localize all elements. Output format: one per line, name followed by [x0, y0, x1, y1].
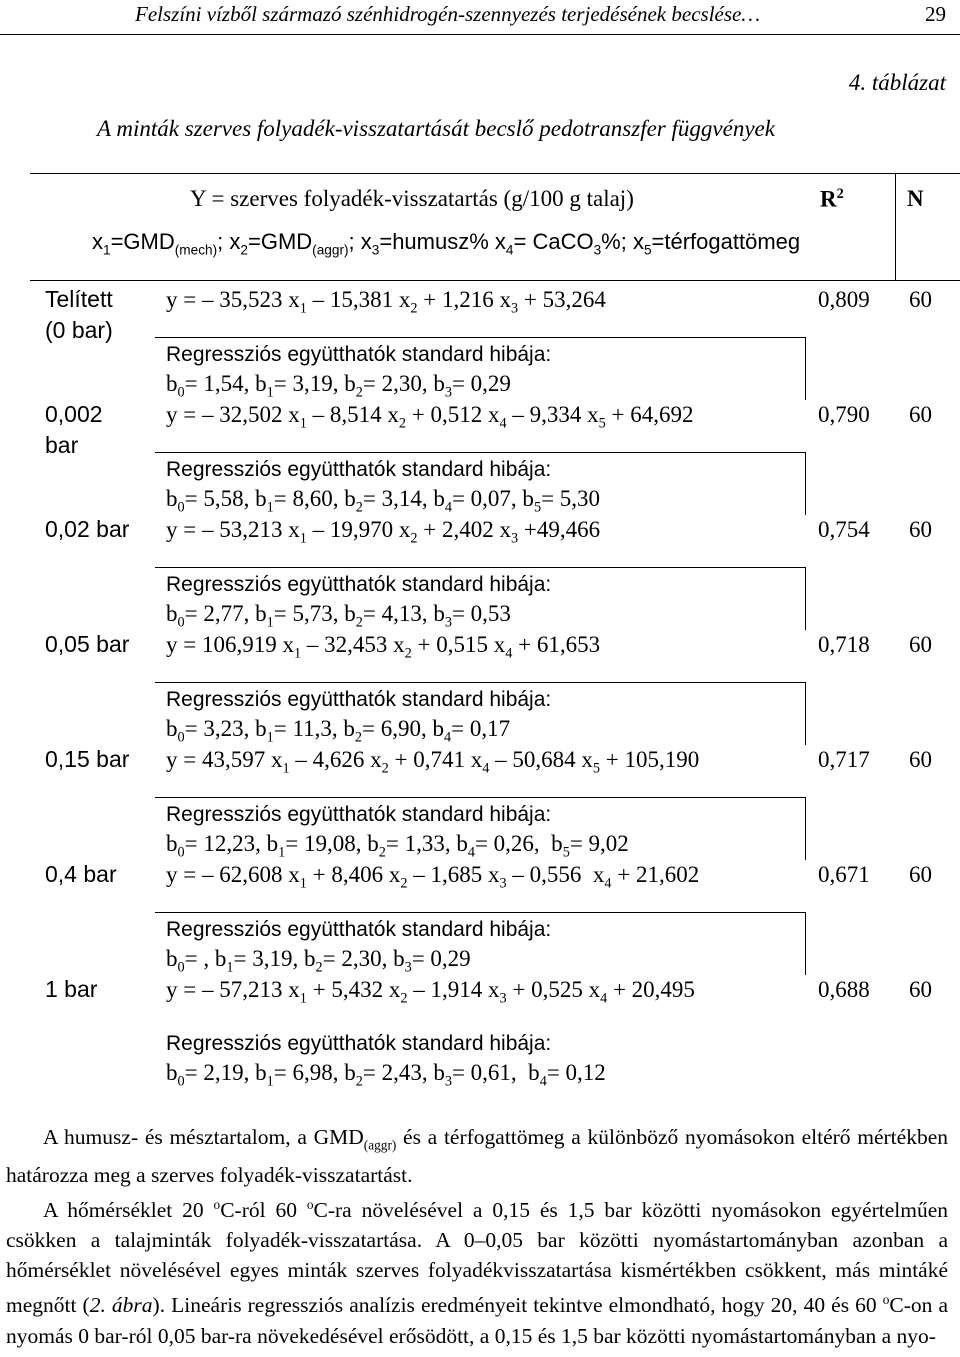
paragraph: A humusz- és mésztartalom, a $GMD_{(aggr)}$ és a térfogattömeg a különböző nyomásokon eltérő mértékben határozza meg a szerves folyadék-visszatartást. [6, 1125, 948, 1188]
regression-equation: y = – 62,608 $x_1 + 8,406$ $x_2 - 1,685$ $x_3 - 0,556$ $x_4 + 21,602$ [166, 862, 700, 892]
table-caption: A minták szerves folyadék-visszatartását becslő pedotranszfer függvények [97, 116, 775, 141]
column-separator [895, 174, 896, 280]
row-label: Telített (0 bar) [45, 286, 113, 343]
regression-equation: y = – 32,502 $x_1 - 8,514$ $x_2 + 0,512$ $x_4 - 9,334$ $x_5 + 64,692$ [166, 402, 694, 432]
se-values: $b_0= 5,58$, $b_1= 8,60$, $b_2= 3,14$, $b_4= 0,07$, $b_5= 5,30$ [166, 486, 601, 516]
se-values: $b_0= 1,54$, $b_1= 3,19$, $b_2= 2,30$, $b_3= 0,29$ [166, 371, 511, 401]
standard-error-block [155, 797, 806, 860]
se-label: Regressziós együtthatók standard hibája: [166, 573, 552, 596]
n-value: 60 [909, 517, 932, 542]
page-number: 29 [925, 2, 946, 26]
row-label: 0,15 bar [45, 746, 130, 772]
running-title: Felszíni vízből származó szénhidrogén-szennyezés terjedésének becslése… [135, 2, 761, 26]
r2-value: 0,718 [818, 632, 870, 657]
n-header: N [907, 186, 924, 211]
r2-value: 0,809 [818, 287, 870, 312]
row-label: 0,4 bar [45, 861, 117, 887]
y-definition: Y = szerves folyadék-visszatartás (g/100 g talaj) [190, 186, 634, 211]
regression-equation: y = – 57,213 $x_1 + 5,432$ $x_2 - 1,914$ $x_3 + 0,525$ $x_4 + 20,495$ [166, 977, 695, 1007]
row-label: 0,02 bar [45, 516, 130, 542]
se-label: Regressziós együtthatók standard hibája: [166, 343, 552, 366]
paragraph: A hőmérséklet 20 $^o$C-ról 60 $^o$C-ra növelésével a 0,15 és 1,5 bar közötti nyomásokon egyértelműen csökken a talajminták folyadék-visszatartása. A 0–0,05 bar közötti nyomástartományban azonban a hőmérséklet növelésével egyes minták szerves folyadékvisszatartása kismértékben csökkent, más mintáké megnőtt (2. ábra). Lineáris regressziós analízis eredményeit tekintve elmondható, hogy 20, 40 és 60 $^o$C-on a nyomás 0 bar-ról 0,05 bar-ra növekedésével erősödött, a 0,15 és 1,5 bar közötti nyomástartományban a nyo- [6, 1197, 949, 1348]
se-values: $b_0= 2,19$, $b_1= 6,98$, $b_2= 2,43$, $b_3= 0,61$, $b_4= 0,12$ [166, 1060, 606, 1090]
se-values: $b_0= 12,23$, $b_1= 19,08$, $b_2= 1,33$, $b_4= 0,26$, $b_5= 9,02$ [166, 831, 629, 861]
header-rule [0, 34, 960, 35]
n-value: 60 [909, 632, 932, 657]
table-header [30, 173, 960, 281]
standard-error-block [155, 1027, 805, 1089]
body-text [6, 1122, 948, 1351]
r2-value: 0,688 [818, 977, 870, 1002]
table-number: 4. táblázat [848, 70, 946, 95]
se-label: Regressziós együtthatók standard hibája: [166, 1032, 552, 1055]
r2-header: $R^2$ [820, 186, 844, 212]
se-label: Regressziós együtthatók standard hibája: [166, 803, 552, 826]
r2-value: 0,754 [818, 517, 870, 542]
standard-error-block [155, 912, 806, 975]
regression-equation: y = – 35,523 $x_1 - 15,381$ $x_2 + 1,216$ $x_3 + 53,264$ [166, 287, 606, 317]
row-label: 0,05 bar [45, 631, 130, 657]
standard-error-block [155, 337, 806, 400]
regression-equation: y = 43,597 $x_1 - 4,626$ $x_2 + 0,741$ $x_4 - 50,684$ $x_5 + 105,190$ [166, 747, 700, 777]
running-header [0, 0, 960, 40]
n-value: 60 [909, 402, 932, 427]
se-label: Regressziós együtthatók standard hibája: [166, 458, 552, 481]
se-label: Regressziós együtthatók standard hibája: [166, 918, 552, 941]
standard-error-block [155, 452, 806, 515]
regression-equation: y = 106,919 $x_1 - 32,453$ $x_2 + 0,515$ $x_4 + 61,653$ [166, 632, 601, 662]
n-value: 60 [909, 977, 932, 1002]
n-value: 60 [909, 287, 932, 312]
r2-value: 0,717 [818, 747, 870, 772]
n-value: 60 [909, 747, 932, 772]
se-values: $b_0=$ , $b_1= 3,19$, $b_2= 2,30$, $b_3= 0,29$ [166, 946, 471, 976]
standard-error-block [155, 682, 806, 745]
regression-equation: y = – 53,213 $x_1 - 19,970$ $x_2 + 2,402$ $x_3 +49,466$ [166, 517, 601, 547]
n-value: 60 [909, 862, 932, 887]
row-label: 0,002 bar [45, 401, 103, 458]
r2-value: 0,671 [818, 862, 870, 887]
row-label: 1 bar [45, 976, 98, 1002]
standard-error-block [155, 567, 806, 630]
variable-definitions: $x_1=GMD_{(mech)}$; $x_2=GMD_{(aggr)}$; $x_3=humusz\%$ $x_4=$ CaCO$_3$%; $x_5=térfogattömeg$ [92, 229, 801, 258]
se-values: $b_0= 3,23$, $b_1= 11,3$, $b_2= 6,90$, $b_4= 0,17$ [166, 716, 511, 746]
se-values: $b_0= 2,77$, $b_1= 5,73$, $b_2= 4,13$, $b_3= 0,53$ [166, 601, 511, 631]
se-label: Regressziós együtthatók standard hibája: [166, 688, 552, 711]
r2-value: 0,790 [818, 402, 870, 427]
